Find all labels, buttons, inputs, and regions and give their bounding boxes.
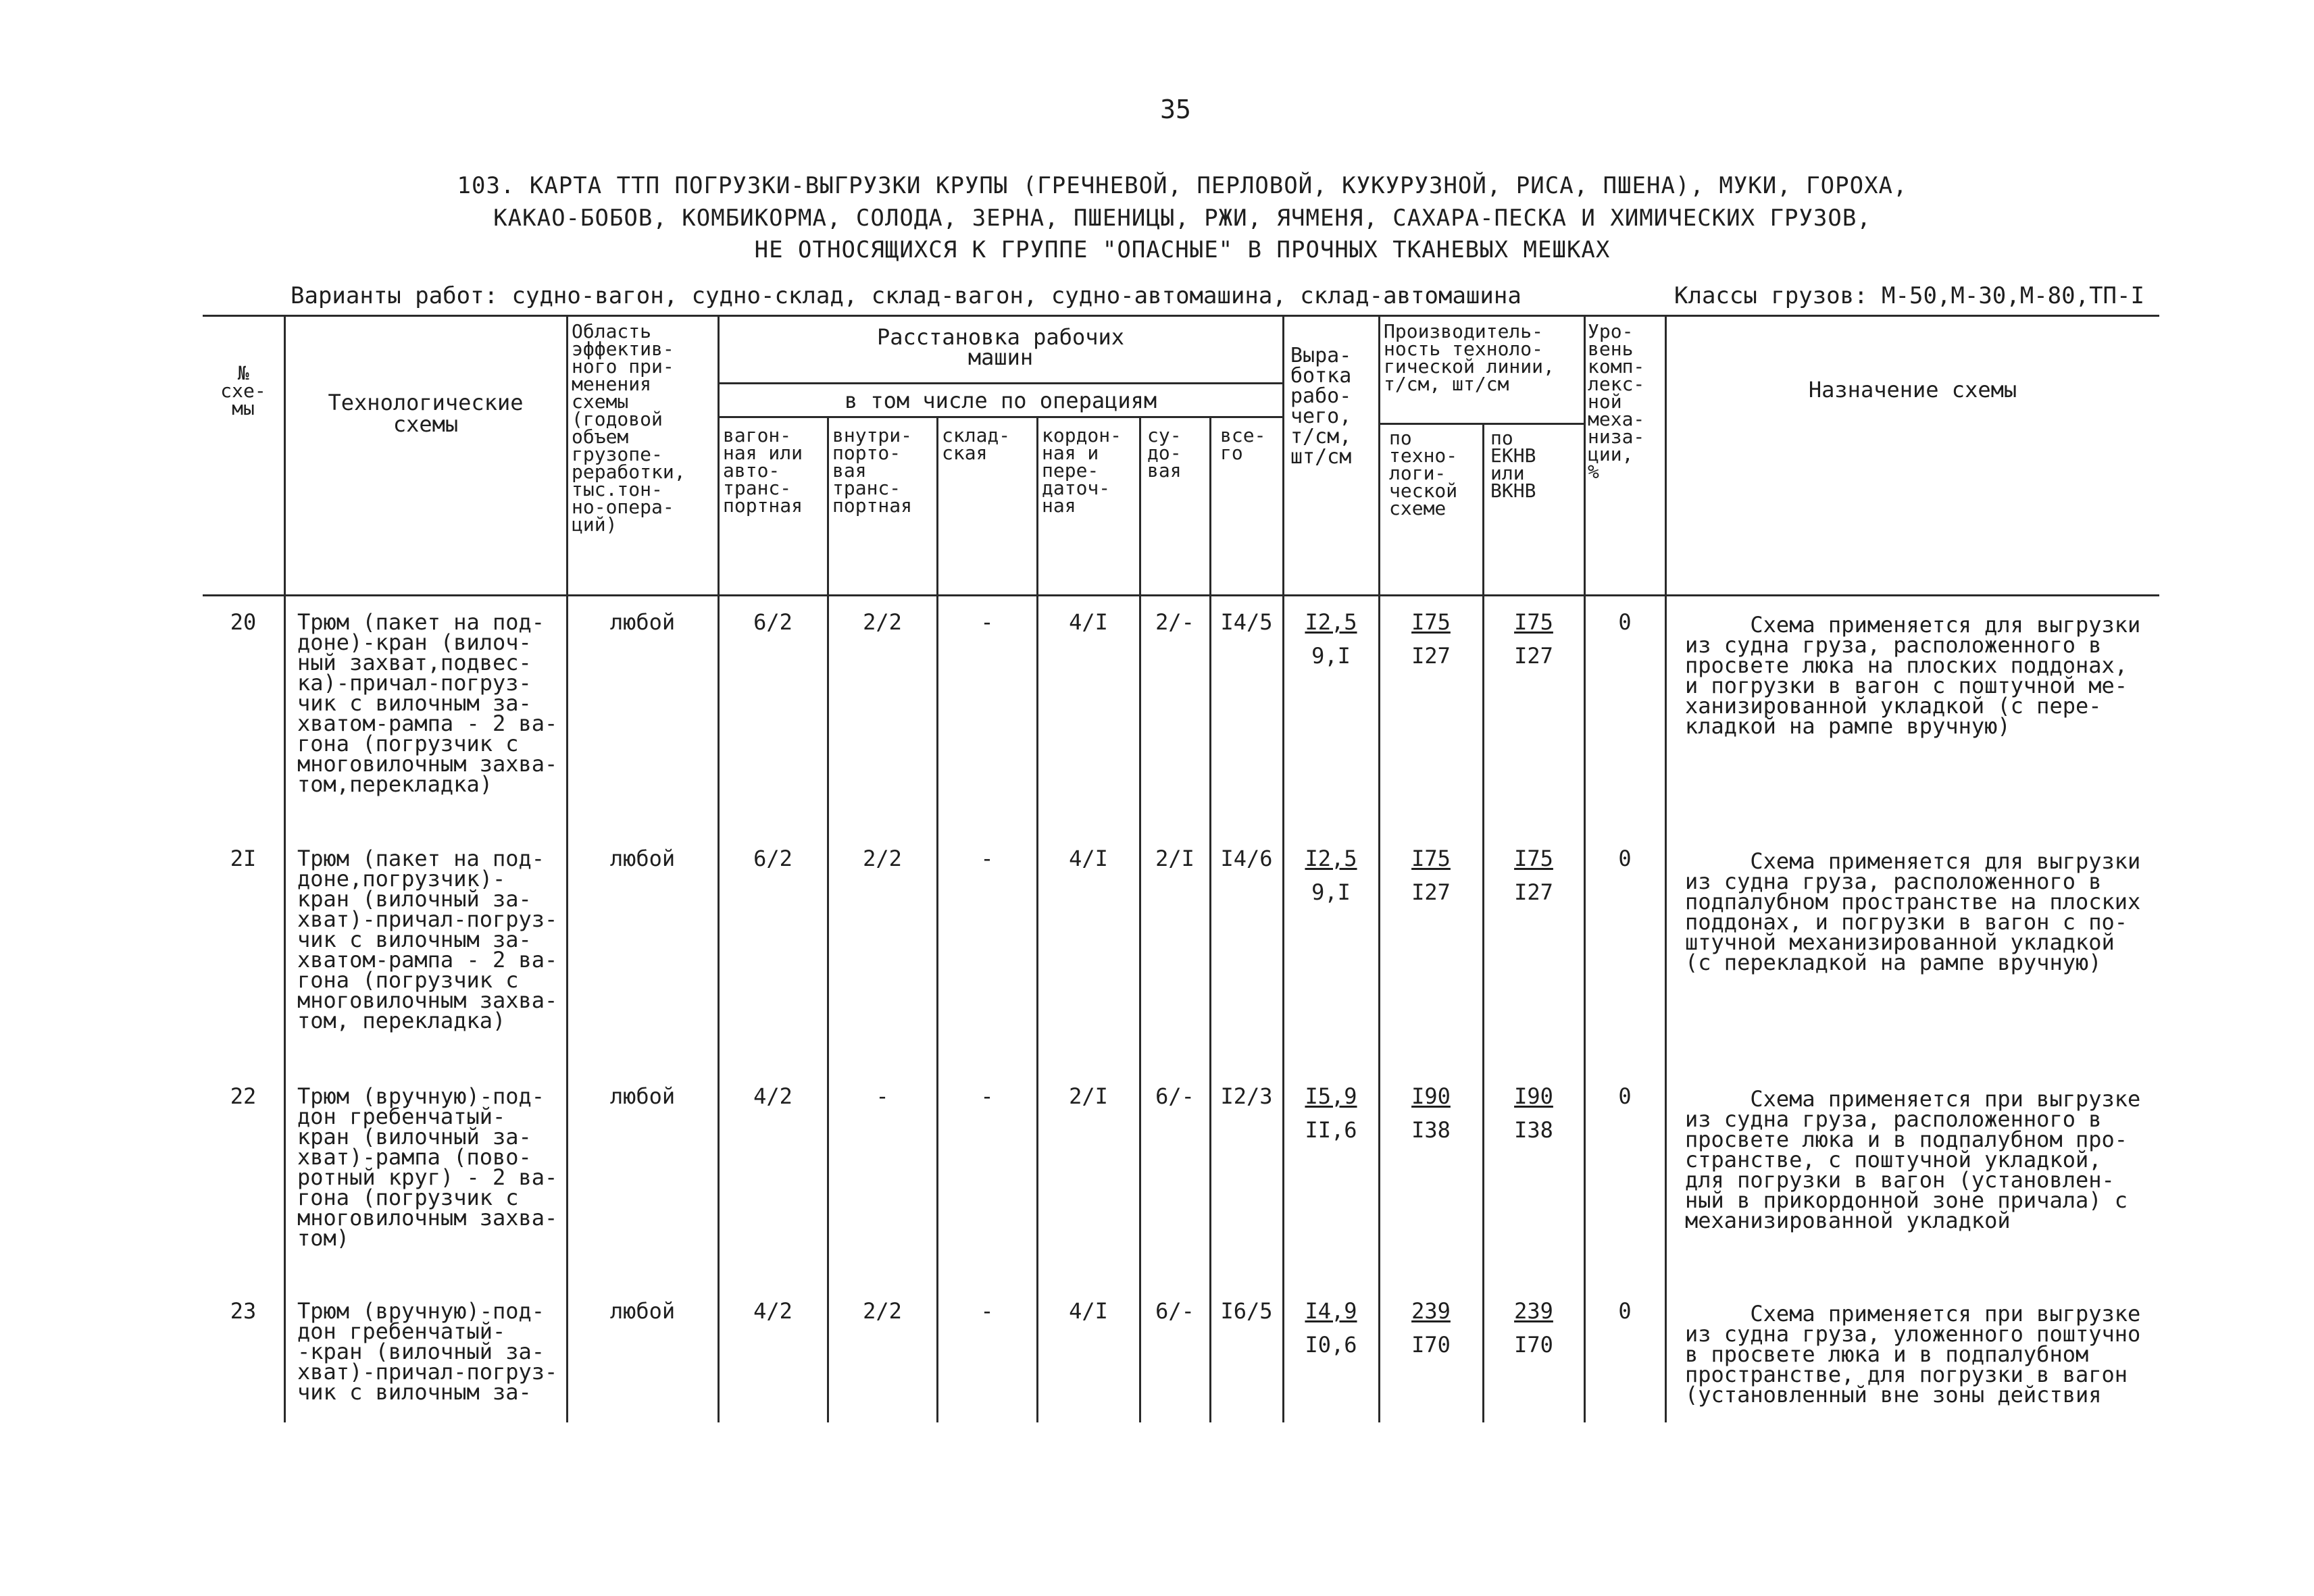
header-scheme-purpose: Назначение схемы	[1808, 377, 2017, 403]
row-op-internal: 2/2	[863, 846, 902, 871]
row-op-internal: -	[876, 1083, 889, 1109]
header-worker-output: Выра- ботка рабо- чего, т/см, шт/см	[1290, 344, 1352, 469]
row-number: 22	[230, 1083, 257, 1109]
row-prod-eknv-top: I75	[1514, 846, 1553, 871]
row-op-cordon: 4/I	[1069, 609, 1108, 635]
row-prod-eknv-bottom: I38	[1514, 1117, 1553, 1143]
header-application-area: Область эффектив- ного при- менения схемы (годовой объем грузопе- реработки, тыс.тон- но-опера- ций)	[572, 320, 686, 536]
row-op-warehouse: -	[980, 1083, 994, 1109]
row-mechanization: 0	[1618, 846, 1632, 871]
row-op-warehouse: -	[980, 846, 994, 871]
row-prod-tech-top: 239	[1411, 1298, 1451, 1324]
row-prod-eknv-bottom: I70	[1514, 1332, 1553, 1358]
header-line-productivity: Производитель- ность техноло- гической линии, т/см, шт/см	[1384, 320, 1555, 395]
row-mechanization: 0	[1618, 1298, 1632, 1324]
title-line-2: КАКАО-БОБОВ, КОМБИКОРМА, СОЛОДА, ЗЕРНА, ПШЕНИЦЫ, РЖИ, ЯЧМЕНЯ, САХАРА-ПЕСКА И ХИМИЧЕСКИХ ГРУЗОВ,	[493, 205, 1871, 232]
row-op-ship: 2/I	[1155, 846, 1194, 871]
row-application-area: любой	[609, 1298, 676, 1324]
row-prod-eknv-top: I90	[1514, 1083, 1553, 1109]
header-scheme-number: № схе- мы	[220, 362, 266, 419]
row-op-total: I4/5	[1220, 609, 1273, 635]
row-prod-eknv-top: 239	[1514, 1298, 1553, 1324]
row-prod-tech-bottom: I38	[1411, 1117, 1451, 1143]
row-output-bottom: 9,I	[1311, 879, 1351, 905]
row-number: 2I	[230, 846, 257, 871]
cargo-classes: Классы грузов: М-50,М-30,М-80,ТП-I	[1674, 282, 2144, 309]
header-prod-eknv: по ЕКНВ или ВКНВ	[1490, 427, 1536, 502]
row-prod-eknv-bottom: I27	[1514, 879, 1553, 905]
header-worker-placement: Расстановка рабочих машин	[876, 324, 1125, 370]
row-op-internal: 2/2	[863, 1298, 902, 1324]
row-prod-tech-bottom: I27	[1411, 879, 1451, 905]
row-op-cordon: 4/I	[1069, 846, 1108, 871]
row-output-bottom: I0,6	[1305, 1332, 1357, 1358]
row-purpose: Схема применяется для выгрузки из судна груза, расположенного в подпалубном пространстве на плоских поддонах, и погрузки в вагон с по- штучной механизированной укладкой (с перекладкой на рампе вручную)	[1685, 848, 2141, 975]
row-output-top: I2,5	[1305, 846, 1357, 871]
header-op-cordon: кордон- ная и пере- даточ- ная	[1042, 424, 1122, 517]
header-technological-schemes: Технологические схемы	[328, 390, 524, 437]
row-op-wagon: 6/2	[753, 846, 793, 871]
row-op-cordon: 2/I	[1069, 1083, 1108, 1109]
row-output-top: I5,9	[1305, 1083, 1357, 1109]
row-op-cordon: 4/I	[1069, 1298, 1108, 1324]
row-prod-tech-bottom: I27	[1411, 643, 1451, 669]
row-output-top: I4,9	[1305, 1298, 1357, 1324]
header-op-total: все- го	[1220, 424, 1266, 464]
row-purpose: Схема применяется для выгрузки из судна груза, расположенного в просвете люка на плоских поддонах, и погрузки в вагон с поштучной ме- ханизированной укладкой (с пере- кладкой на рампе вручную)	[1685, 612, 2141, 739]
row-mechanization: 0	[1618, 1083, 1632, 1109]
row-op-warehouse: -	[980, 609, 994, 635]
header-op-warehouse: склад- ская	[942, 424, 1011, 464]
row-op-wagon: 6/2	[753, 609, 793, 635]
row-op-total: I6/5	[1220, 1298, 1273, 1324]
row-application-area: любой	[609, 846, 676, 871]
header-mechanization-level: Уро- вень комп- лекс- ной меха- низа- ции, %	[1588, 320, 1645, 483]
header-prod-tech-scheme: по техно- логи- ческой схеме	[1389, 427, 1458, 519]
work-variants: Варианты работ: судно-вагон, судно-склад, склад-вагон, судно-автомашина, склад-автомашина	[291, 282, 1521, 309]
row-op-ship: 6/-	[1155, 1083, 1194, 1109]
row-prod-eknv-top: I75	[1514, 609, 1553, 635]
row-number: 20	[230, 609, 257, 635]
header-op-internal: внутри- порто- вая транс- портная	[832, 424, 913, 517]
row-tech-scheme: Трюм (вручную)-под- дон гребенчатый- кран (вилочный за- хват)-рампа (пово- ротный круг) - 2 ва- гона (погрузчик с многовилочным захва- том)	[297, 1083, 558, 1251]
row-application-area: любой	[609, 1083, 676, 1109]
header-op-wagon: вагон- ная или авто- транс- портная	[723, 424, 803, 517]
title-line-1: 103. КАРТА ТТП ПОГРУЗКИ-ВЫГРУЗКИ КРУПЫ (ГРЕЧНЕВОЙ, ПЕРЛОВОЙ, КУКУРУЗНОЙ, РИСА, ПШЕНА), МУКИ, ГОРОХА,	[457, 172, 1908, 199]
title-line-3: НЕ ОТНОСЯЩИХСЯ К ГРУППЕ "ОПАСНЫЕ" В ПРОЧНЫХ ТКАНЕВЫХ МЕШКАХ	[754, 236, 1611, 263]
header-op-ship: су- до- вая	[1147, 424, 1182, 482]
row-output-bottom: II,6	[1305, 1117, 1357, 1143]
row-output-bottom: 9,I	[1311, 643, 1351, 669]
row-op-wagon: 4/2	[753, 1298, 793, 1324]
row-tech-scheme: Трюм (пакет на под- доне)-кран (вилоч- ный захват,подвес- ка)-причал-погруз- чик с вилочным за- хватом-рампа - 2 ва- гона (погрузчик с многовилочным захва- том,перекладка)	[297, 609, 558, 797]
row-op-internal: 2/2	[863, 609, 902, 635]
row-tech-scheme: Трюм (вручную)-под- дон гребенчатый- -кран (вилочный за- хват)-причал-погруз- чик с вилочным за-	[297, 1298, 558, 1405]
row-number: 23	[230, 1298, 257, 1324]
row-mechanization: 0	[1618, 609, 1632, 635]
header-by-operations: в том числе по операциям	[844, 388, 1157, 413]
row-tech-scheme: Трюм (пакет на под- доне,погрузчик)- кран (вилочный за- хват)-причал-погруз- чик с вилочным за- хватом-рампа - 2 ва- гона (погрузчик с многовилочным захва- том, перекладка)	[297, 846, 558, 1033]
row-prod-tech-bottom: I70	[1411, 1332, 1451, 1358]
row-prod-tech-top: I75	[1411, 846, 1451, 871]
row-prod-tech-top: I75	[1411, 609, 1451, 635]
row-prod-eknv-bottom: I27	[1514, 643, 1553, 669]
row-application-area: любой	[609, 609, 676, 635]
row-op-total: I2/3	[1220, 1083, 1273, 1109]
row-prod-tech-top: I90	[1411, 1083, 1451, 1109]
row-op-ship: 6/-	[1155, 1298, 1194, 1324]
page-number: 35	[1160, 95, 1191, 124]
row-op-wagon: 4/2	[753, 1083, 793, 1109]
row-output-top: I2,5	[1305, 609, 1357, 635]
row-purpose: Схема применяется при выгрузке из судна груза, уложенного поштучно в просвете люка и в подпалубном пространстве, для погрузки в вагон (установленный вне зоны действия	[1685, 1301, 2141, 1408]
row-purpose: Схема применяется при выгрузке из судна груза, расположенного в просвете люка и в подпалубном про- странстве, с поштучной укладкой, для погрузки в вагон (установлен- ный в прикордонной зоне причала) с механизированной укладкой	[1685, 1086, 2141, 1233]
row-op-warehouse: -	[980, 1298, 994, 1324]
row-op-total: I4/6	[1220, 846, 1273, 871]
row-op-ship: 2/-	[1155, 609, 1194, 635]
